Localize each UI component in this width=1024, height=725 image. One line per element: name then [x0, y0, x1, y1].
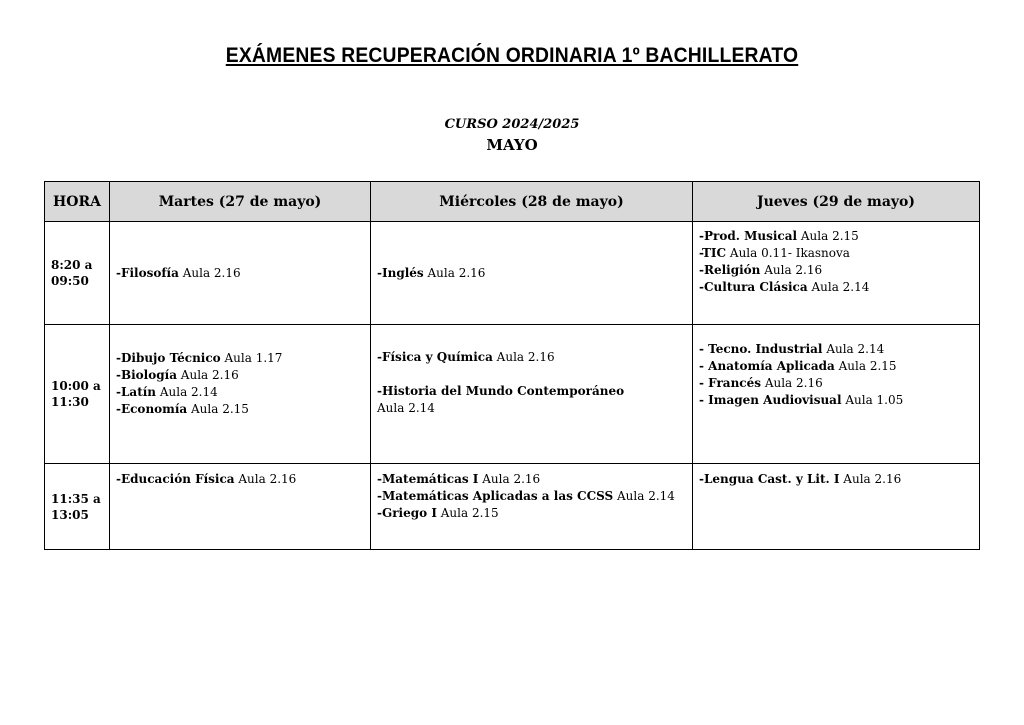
- exam-entry: [699, 375, 973, 392]
- column-header-tuesday: Martes (27 de mayo): [110, 182, 371, 222]
- hour-cell: [45, 464, 110, 550]
- room: Aula 2.16: [234, 472, 297, 486]
- room: Aula 2.15: [834, 359, 897, 373]
- room: Aula 2.16: [423, 265, 486, 280]
- subject: - Francés: [699, 376, 761, 390]
- room: Aula 1.17: [220, 351, 283, 365]
- exam-entry: [699, 471, 973, 488]
- hour-end: 11:30: [51, 395, 89, 409]
- document-title: EXÁMENES RECUPERACIÓN ORDINARIA 1º BACHILLERATO: [225, 44, 799, 67]
- room: Aula 2.16: [176, 368, 239, 382]
- room: Aula 2.16: [178, 265, 241, 280]
- room: Aula 2.16: [760, 263, 823, 277]
- room: Aula 2.14: [807, 280, 870, 294]
- exam-entry: [116, 350, 364, 367]
- room: Aula 2.15: [797, 229, 859, 243]
- table-header-row: [45, 182, 980, 222]
- exam-entry: [116, 367, 364, 384]
- exam-entry: [699, 228, 973, 245]
- subject: - Tecno. Industrial: [699, 342, 823, 356]
- exam-entry: [116, 471, 364, 488]
- hour-cell: [45, 325, 110, 464]
- room: Aula 2.16: [761, 376, 823, 390]
- subject: -TIC: [699, 246, 727, 260]
- room: Aula 2.14: [822, 342, 885, 356]
- hour-start: 11:35 a: [51, 491, 101, 506]
- exam-entry: [699, 341, 973, 358]
- subject: -Cultura Clásica: [699, 280, 808, 294]
- exam-entry: [699, 262, 973, 279]
- room: Aula 1.05: [841, 393, 904, 407]
- exam-entry: [377, 265, 686, 282]
- exam-entry: [377, 488, 686, 505]
- subject: -Educación Física: [116, 472, 235, 486]
- exam-entry-room: Aula 2.14: [377, 401, 435, 415]
- column-header-hora: HORA: [45, 182, 110, 222]
- exam-schedule-table: [44, 181, 980, 550]
- hour-start: 10:00 a: [51, 379, 101, 393]
- column-header-thursday: Jueves (29 de mayo): [693, 182, 980, 222]
- subject: -Biología: [116, 368, 177, 382]
- room: Aula 0.11- Ikasnova: [726, 246, 850, 260]
- room: Aula 2.15: [436, 506, 499, 520]
- exam-cell-wednesday: [371, 222, 693, 325]
- exam-cell-wednesday: [371, 464, 693, 550]
- month-label: MAYO: [486, 136, 538, 154]
- subject: -Griego I: [377, 506, 437, 520]
- exam-cell-tuesday: [110, 464, 371, 550]
- exam-entry: [377, 471, 686, 488]
- subject: -Matemáticas Aplicadas a las CCSS: [377, 489, 614, 503]
- hour-start: 8:20 a: [51, 258, 93, 272]
- column-header-wednesday: Miércoles (28 de mayo): [371, 182, 693, 222]
- room: Aula 2.16: [839, 472, 902, 486]
- exam-cell-thursday: [693, 325, 980, 464]
- subject: -Latín: [116, 385, 157, 399]
- exam-entry: [377, 349, 686, 366]
- hour-cell: [45, 222, 110, 325]
- exam-cell-tuesday: [110, 325, 371, 464]
- exam-entry-subject: [377, 383, 686, 400]
- room: Aula 2.14: [613, 489, 675, 503]
- course-label: CURSO 2024/2025: [444, 117, 580, 132]
- exam-entry: [699, 245, 973, 262]
- room: Aula 2.14: [156, 385, 218, 399]
- exam-cell-wednesday: [371, 325, 693, 464]
- exam-entry: [377, 505, 686, 522]
- room: Aula 2.16: [492, 350, 555, 364]
- room: Aula 2.15: [187, 402, 249, 416]
- hour-end: 09:50: [51, 274, 89, 288]
- subject: -Inglés: [377, 265, 424, 280]
- room: Aula 2.16: [478, 472, 541, 486]
- table-row: [45, 464, 980, 550]
- exam-cell-thursday: [693, 222, 980, 325]
- subject: - Anatomía Aplicada: [699, 359, 835, 373]
- exam-entry: [116, 401, 364, 418]
- subject: -Economía: [116, 402, 188, 416]
- table-row: [45, 325, 980, 464]
- exam-entry: [116, 265, 364, 282]
- subject: -Religión: [699, 263, 761, 277]
- hour-end: 13:05: [51, 507, 89, 522]
- exam-entry: [699, 358, 973, 375]
- subject: -Lengua Cast. y Lit. I: [699, 472, 840, 486]
- subject: -Filosofía: [116, 265, 179, 280]
- subject: -Matemáticas I: [377, 472, 479, 486]
- exam-cell-thursday: [693, 464, 980, 550]
- exam-cell-tuesday: [110, 222, 371, 325]
- subject: -Dibujo Técnico: [116, 351, 221, 365]
- subject: -Física y Química: [377, 350, 493, 364]
- exam-entry: [116, 384, 364, 401]
- exam-entry: [699, 279, 973, 296]
- table-row: [45, 222, 980, 325]
- subject: -Historia del Mundo Contemporáneo: [377, 384, 625, 398]
- exam-entry: [699, 392, 973, 409]
- subject: -Prod. Musical: [699, 229, 798, 243]
- subject: - Imagen Audiovisual: [699, 393, 842, 407]
